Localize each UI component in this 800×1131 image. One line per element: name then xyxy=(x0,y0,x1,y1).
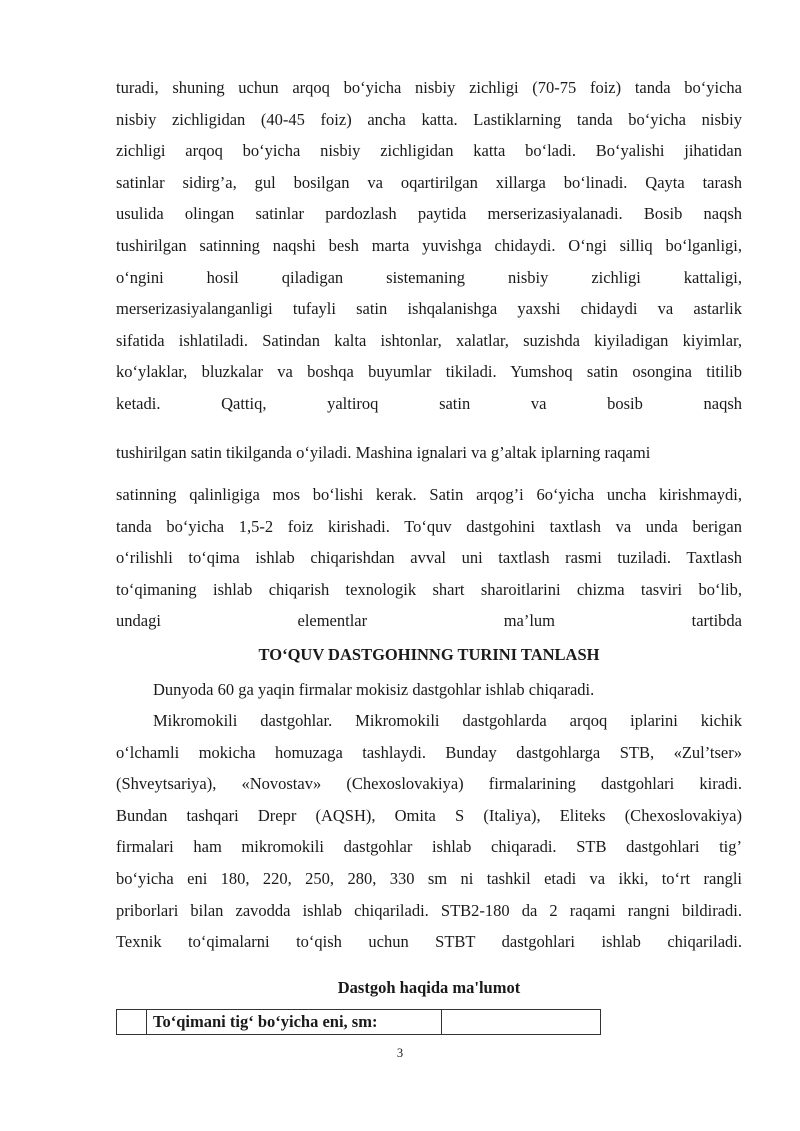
line: merserizasiyalanganligi tufayli satin ishqalanishga yaxshi chidaydi va astarlik xyxy=(116,299,742,319)
line: ko‘ylaklar, bluzkalar va boshqa buyumlar tikiladi. Yumshoq satin osongina titilib xyxy=(116,362,742,382)
line: o‘lchamli mokicha homuzaga tashlaydi. Bunday dastgohlarga STB, «Zul’tser» xyxy=(116,742,742,762)
line: usulida olingan satinlar pardozlash paytida merserizasiyalanadi. Bosib naqsh xyxy=(116,204,742,224)
line: Mikromokili dastgohlar. Mikromokili dastgohlarda arqoq iplarini kichik xyxy=(153,711,742,730)
line: turadi, shuning uchun arqoq bo‘yicha nisbiy zichligi (70-75 foiz) tanda bo‘yicha xyxy=(116,78,742,97)
line: Bundan tashqari Drepr (AQSH), Omita S (Italiya), Eliteks (Chexoslovakiya) xyxy=(116,805,742,825)
line: sifatida ishlatiladi. Satindan kalta ishtonlar, xalatlar, suzishda kiyiladigan kiyimlar, xyxy=(116,330,742,350)
line: Texnik to‘qimalarni to‘qish uchun STBT dastgohlari ishlab chiqariladi. xyxy=(116,932,742,952)
paragraph-2: tushirilgan satin tikilganda o‘yiladi. Mashina ignalari va g’altak iplarning raqami xyxy=(116,443,651,462)
table-cell xyxy=(442,1010,601,1035)
line: tanda bo‘yicha 1,5-2 foiz kirishadi. To‘quv dastgohini taxtlash va unda berigan xyxy=(116,516,742,536)
line: (Shveytsariya), «Novostav» (Chexoslovakiya) firmalarining dastgohlari kiradi. xyxy=(116,774,742,794)
line: to‘qimaning ishlab chiqarish texnologik shart sharoitlarini chizma tasviri bo‘lib, xyxy=(116,579,742,599)
line: tushirilgan satinning naqshi besh marta yuvishga chidaydi. O‘ngi silliq bo‘lganligi, xyxy=(116,235,742,255)
line: ketadi. Qattiq, yaltiroq satin va bosib naqsh xyxy=(116,393,742,413)
section-heading: TO‘QUV DASTGOHINNG TURINI TANLASH xyxy=(258,645,600,664)
line: nisbiy zichligidan (40-45 foiz) ancha katta. Lastiklarning tanda bo‘yicha nisbiy xyxy=(116,109,742,129)
line: firmalari ham mikromokili dastgohlar ishlab chiqaradi. STB dastgohlari tig’ xyxy=(116,837,742,857)
line: undagi elementlar ma’lum tartibda xyxy=(116,611,742,631)
paragraph-5 xyxy=(116,705,742,958)
table-row xyxy=(117,1010,601,1035)
paragraph-3 xyxy=(116,479,742,637)
table-cell: To‘qimani tig‘ bo‘yicha eni, sm: xyxy=(147,1010,442,1035)
line: zichligi arqoq bo‘yicha nisbiy zichligidan katta bo‘ladi. Bo‘yalishi jihatidan xyxy=(116,141,742,161)
line: o‘ngini hosil qiladigan sistemaning nisbiy zichligi kattaligi, xyxy=(116,267,742,287)
line: satinlar sidirg’a, gul bosilgan va oqartirilgan xillarga bo‘linadi. Qayta tarash xyxy=(116,172,742,192)
machine-info-table xyxy=(116,1009,601,1035)
table-caption: Dastgoh haqida ma'lumot xyxy=(337,978,521,997)
paragraph-1 xyxy=(116,72,742,420)
paragraph-4: Dunyoda 60 ga yaqin firmalar mokisiz dastgohlar ishlab chiqaradi. xyxy=(153,680,595,699)
table-cell xyxy=(117,1010,147,1035)
line: bo‘yicha eni 180, 220, 250, 280, 330 sm ni tashkil etadi va ikki, to‘rt rangli xyxy=(116,868,742,888)
line: priborlari bilan zavodda ishlab chiqariladi. STB2-180 da 2 raqami rangni bildiradi. xyxy=(116,900,742,920)
page-number: 3 xyxy=(396,1046,404,1060)
line: satinning qalinligiga mos bo‘lishi kerak. Satin arqog’i 6o‘yicha uncha kirishmaydi, xyxy=(116,485,742,504)
line: o‘rilishli to‘qima ishlab chiqarishdan avval uni taxtlash rasmi tuziladi. Taxtlash xyxy=(116,548,742,568)
